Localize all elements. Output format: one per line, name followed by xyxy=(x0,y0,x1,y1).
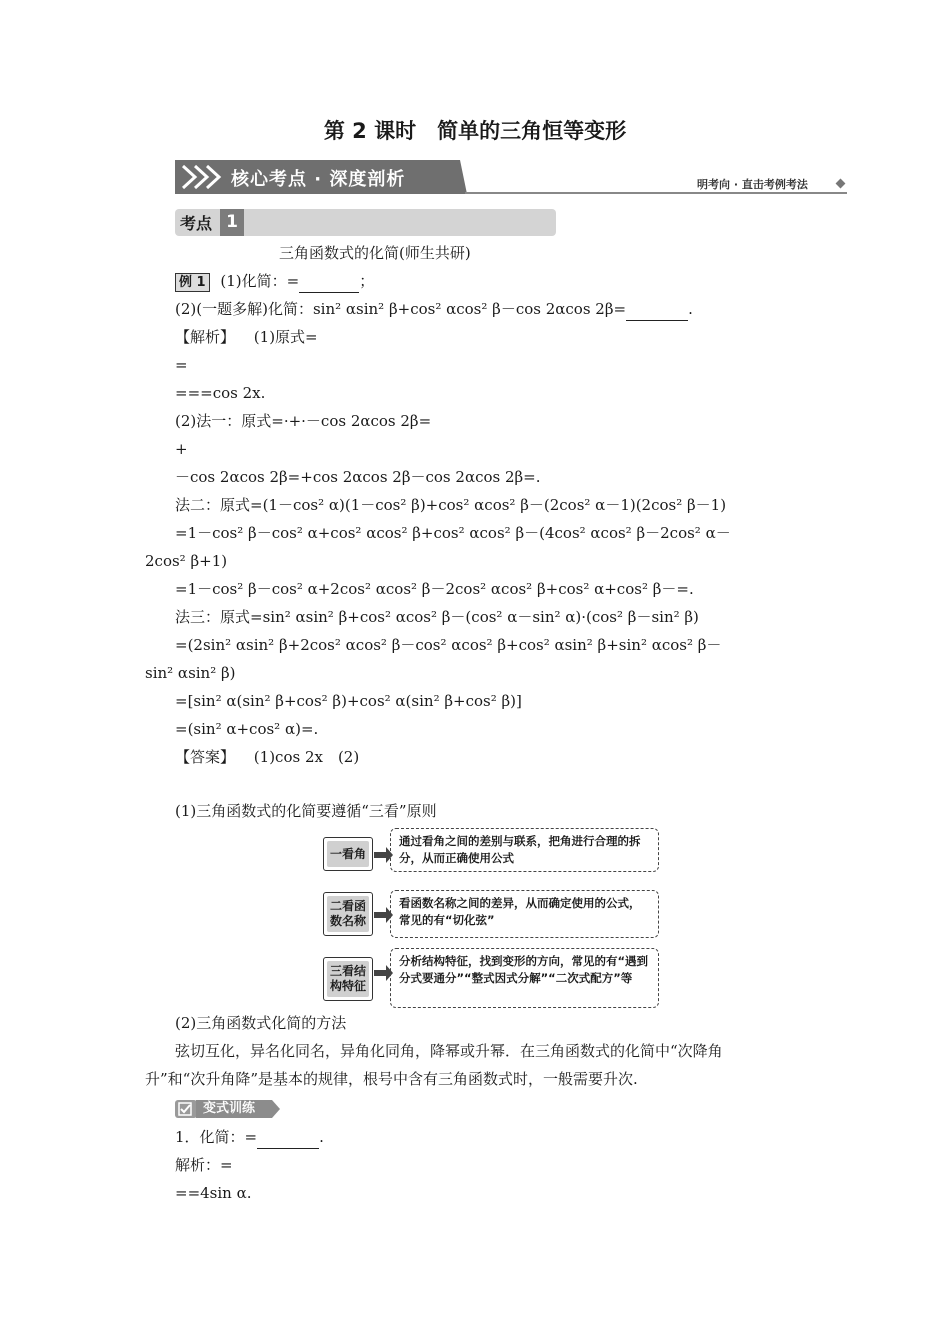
solution-label: 【解析】 xyxy=(175,328,236,346)
example-badge: 例 1 xyxy=(175,273,210,292)
banner-divider xyxy=(465,192,847,194)
kaodian-label: 考点 xyxy=(180,214,213,233)
answer-blank xyxy=(257,1126,319,1149)
solution-line: －cos 2αcos 2β=+cos 2αcos 2β－cos 2αcos 2β=. xyxy=(175,468,541,486)
section-title: 三角函数式的化简(师生共研) xyxy=(279,244,471,262)
diagram-text-structure: 分析结构特征，找到变形的方向，常见的有“遇到分式要通分”“整式因式分解”“二次式配方”等 xyxy=(390,948,659,1008)
example-q1-end: ； xyxy=(359,272,375,290)
node-label-line: 二看函 xyxy=(329,899,366,913)
method-paragraph: 弦切互化，异名化同名，异角化同角，降幂或升幂．在三角函数式的化简中“次降角 xyxy=(175,1042,723,1060)
solution-line: sin² αsin² β) xyxy=(145,664,236,682)
node-label-line: 三看结 xyxy=(329,964,366,978)
answer-blank xyxy=(626,298,688,321)
answer-line xyxy=(175,746,359,768)
solution-line: 法三：原式=sin² αsin² β+cos² αcos² β－(cos² α－sin² α)·(cos² β－sin² β) xyxy=(175,608,699,626)
solution-line: 法二：原式=(1－cos² α)(1－cos² β)+cos² αcos² β－(2cos² α－1)(2cos² β－1) xyxy=(175,496,727,514)
solution-line: 2cos² β+1) xyxy=(145,552,228,570)
node-label-line: 构特征 xyxy=(329,979,366,993)
solution-line: = xyxy=(175,356,188,374)
solution-line: =1－cos² β－cos² α+2cos² αcos² β－2cos² αcos² β+cos² α+cos² β－=. xyxy=(175,580,694,598)
answer-label: 【答案】 xyxy=(175,748,236,766)
diagram-node-angle xyxy=(323,837,373,871)
diamond-icon xyxy=(836,179,846,189)
solution-line xyxy=(175,326,318,348)
example-q2-text: (2)(一题多解)化简：sin² αsin² β+cos² αcos² β－cos 2αcos 2β= xyxy=(175,300,627,318)
example-q1-text: (1)化简：= xyxy=(220,272,300,290)
solution-line: =[sin² α(sin² β+cos² β)+cos² α(sin² β+cos² β)] xyxy=(175,692,522,710)
diagram-text-angle: 通过看角之间的差别与联系，把角进行合理的拆分，从而正确使用公式 xyxy=(390,828,659,872)
practice-tag: 变式训练 xyxy=(203,1101,256,1116)
solution-text: (1)原式= xyxy=(253,328,318,346)
diagram-node-structure xyxy=(323,957,373,1001)
practice-question-text: 1．化简：= xyxy=(175,1128,258,1146)
page-title: 第 2 课时 简单的三角恒等变形 xyxy=(323,119,627,143)
diagram-node-function xyxy=(323,892,373,936)
banner-subtitle: 明考向 · 直击考例考法 xyxy=(697,178,808,191)
practice-question xyxy=(175,1126,324,1149)
solution-line: =1－cos² β－cos² α+cos² αcos² β+cos² αcos² β－(4cos² αcos² β－2cos² α－ xyxy=(175,524,731,542)
practice-question-end: . xyxy=(319,1128,324,1146)
check-icon xyxy=(178,1102,194,1116)
solution-line: ===cos 2x. xyxy=(175,384,266,402)
node-label: 一看角 xyxy=(327,841,369,867)
banner-label: 核心考点 · 深度剖析 xyxy=(231,169,406,190)
node-label xyxy=(327,896,369,932)
kaodian-number: 1 xyxy=(220,209,244,236)
practice-solution: 解析：= xyxy=(175,1156,233,1174)
method-heading-1: (1)三角函数式的化简要遵循“三看”原则 xyxy=(175,802,437,820)
answer-text: (1)cos 2x (2) xyxy=(253,748,360,766)
node-label-line: 数名称 xyxy=(329,914,366,928)
diagram-text-function: 看函数名称之间的差异，从而确定使用的公式，常见的有“切化弦” xyxy=(390,890,659,938)
practice-solution: ==4sin α. xyxy=(175,1184,252,1202)
solution-line: + xyxy=(175,440,188,458)
example-q2 xyxy=(175,298,693,321)
method-paragraph: 升”和“次升角降”是基本的规律，根号中含有三角函数式时，一般需要升次. xyxy=(145,1070,638,1088)
solution-line: =(2sin² αsin² β+2cos² αcos² β－cos² αcos² β+cos² αsin² β+sin² αcos² β－ xyxy=(175,636,722,654)
node-label xyxy=(327,961,369,997)
example-q1 xyxy=(175,270,374,293)
solution-line: =(sin² α+cos² α)=. xyxy=(175,720,319,738)
solution-line: (2)法一：原式=·+·－cos 2αcos 2β= xyxy=(175,412,432,430)
example-q2-end: . xyxy=(688,300,693,318)
method-heading-2: (2)三角函数式化简的方法 xyxy=(175,1014,347,1032)
answer-blank xyxy=(299,270,359,293)
